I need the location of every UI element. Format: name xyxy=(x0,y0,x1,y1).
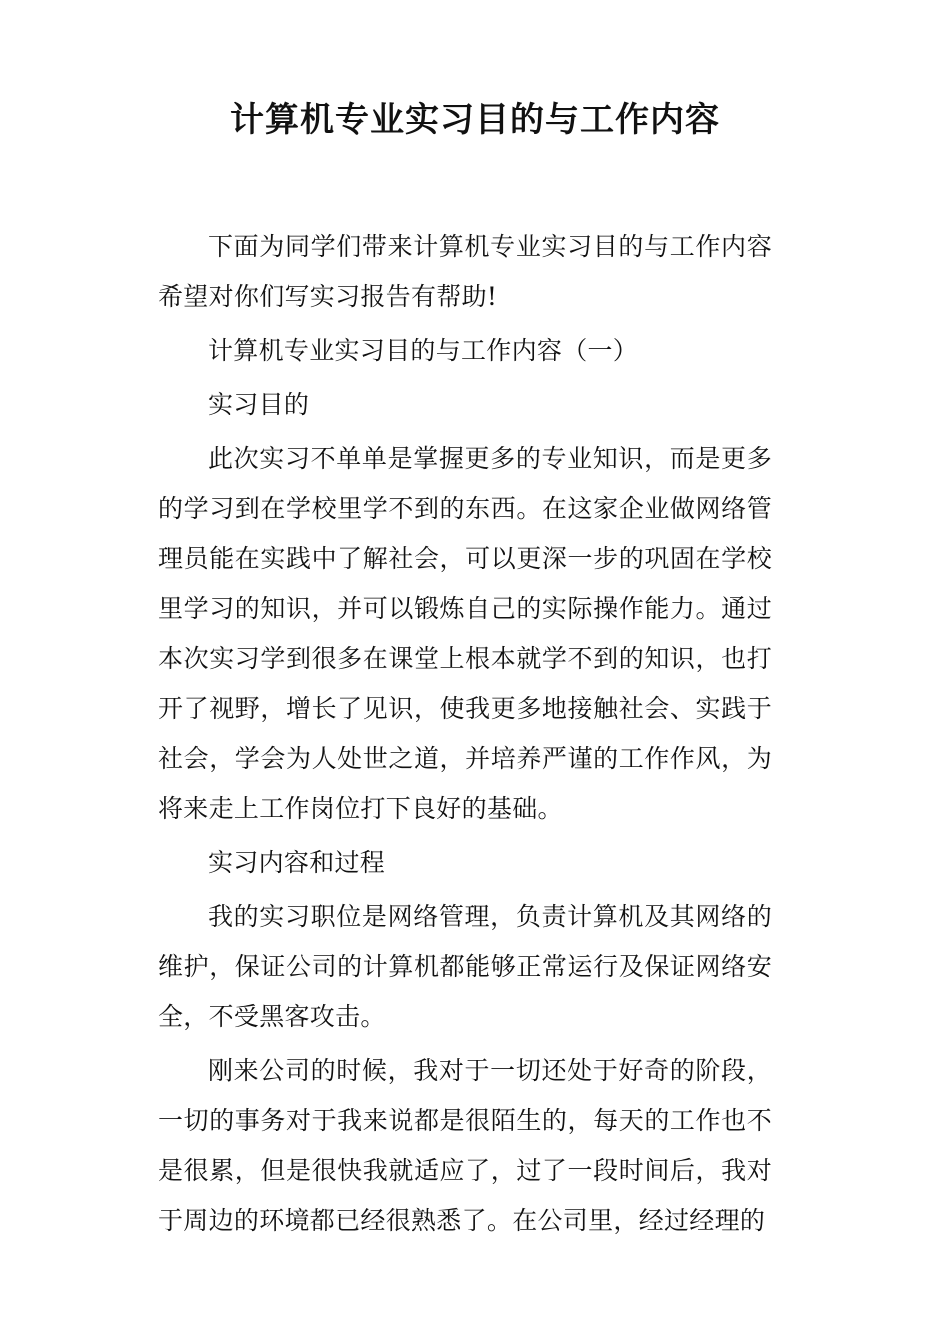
section-heading-purpose: 实习目的 xyxy=(208,390,310,419)
arrival-paragraph: 刚来公司的时候，我对于一切还处于好奇的阶段，一切的事务对于我来说都是很陌生的，每天的工作也不是很累，但是很快我就适应了，过了一段时间后，我对于周边的环境都已经很熟悉了。在公司里，经过经理的 xyxy=(158,1056,772,1235)
document-body xyxy=(158,222,772,1250)
section-heading-part-one: 计算机专业实习目的与工作内容（一） xyxy=(208,336,639,365)
purpose-paragraph: 此次实习不单单是掌握更多的专业知识，而是更多的学习到在学校里学不到的东西。在这家企业做网络管理员能在实践中了解社会，可以更深一步的巩固在学校里学习的知识，并可以锻炼自己的实际操作能力。通过本次实习学到很多在课堂上根本就学不到的知识，也打开了视野，增长了见识，使我更多地接触社会、实践于社会，学会为人处世之道，并培养严谨的工作作风，为将来走上工作岗位打下良好的基础。 xyxy=(158,444,772,823)
document-title: 计算机专业实习目的与工作内容 xyxy=(230,100,720,140)
section-heading-content: 实习内容和过程 xyxy=(208,848,386,877)
position-paragraph: 我的实习职位是网络管理，负责计算机及其网络的维护，保证公司的计算机都能够正常运行及保证网络安全，不受黑客攻击。 xyxy=(158,902,772,1031)
intro-paragraph: 下面为同学们带来计算机专业实习目的与工作内容希望对你们写实习报告有帮助! xyxy=(158,232,772,311)
